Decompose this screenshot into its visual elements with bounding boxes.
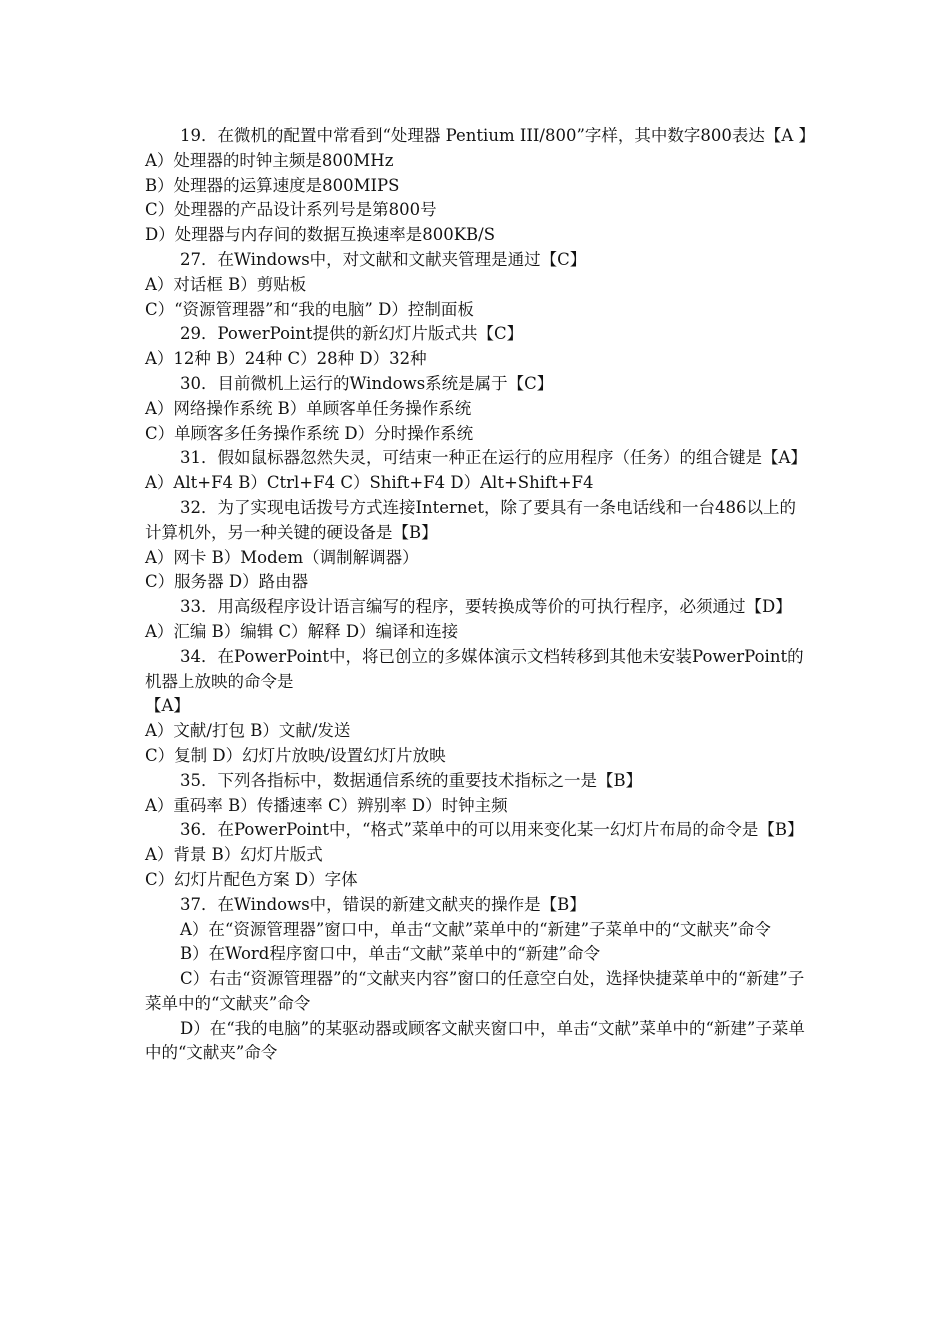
option-line: A）12种 B）24种 C）28种 D）32种 (145, 349, 427, 369)
question-line: C）右击“资源管理器”的“文献夹内容”窗口的任意空白处，选择快捷菜单中的“新建”子菜单中的“文献夹”命令 (145, 969, 805, 1013)
question-line: 31．假如鼠标器忽然失灵，可结束一种正在运行的应用程序（任务）的组合键是【A】 (180, 448, 807, 468)
question-line: 36．在PowerPoint中，“格式”菜单中的可以用来变化某一幻灯片布局的命令是【B】 (180, 820, 804, 840)
question-line: 34．在PowerPoint中，将已创立的多媒体演示文档转移到其他未安装PowerPoint的机器上放映的命令是 (145, 646, 804, 691)
option-line: C）服务器 D）路由器 (145, 572, 309, 592)
option-line: C）复制 D）幻灯片放映/设置幻灯片放映 (145, 745, 446, 765)
option-line: A）背景 B）幻灯片版式 (145, 845, 323, 865)
option-line: A）网卡 B）Modem（调制解调器） (145, 547, 419, 567)
question-line: 29．PowerPoint提供的新幻灯片版式共【C】 (180, 324, 524, 344)
option-line: A）汇编 B）编辑 C）解释 D）编译和连接 (145, 621, 459, 641)
option-line: C）幻灯片配色方案 D）字体 (145, 869, 358, 889)
question-line: 19．在微机的配置中常看到“处理器 Pentium III/800”字样，其中数字800表达【A 】 (180, 126, 816, 145)
answer-line: 【A】 (145, 696, 190, 716)
option-line: A）文献/打包 B）文献/发送 (145, 721, 351, 741)
option-line: A）处理器的时钟主频是800MHz (145, 150, 394, 170)
question-line: B）在Word程序窗口中，单击“文献”菜单中的“新建”命令 (180, 944, 601, 964)
option-line: D）处理器与内存间的数据互换速率是800KB/S (145, 225, 496, 245)
question-line: 33．用高级程序设计语言编写的程序，要转换成等价的可执行程序，必须通过【D】 (180, 597, 792, 617)
option-line: A）对话框 B）剪贴板 (145, 274, 307, 294)
question-line: 27．在Windows中，对文献和文献夹管理是通过【C】 (180, 249, 587, 269)
option-line: C）单顾客多任务操作系统 D）分时操作系统 (145, 423, 474, 443)
option-line: A）重码率 B）传播速率 C）辨别率 D）时钟主频 (145, 795, 508, 815)
question-line: 35．下列各指标中，数据通信系统的重要技术指标之一是【B】 (180, 770, 643, 790)
option-line: C）“资源管理器”和“我的电脑” D）控制面板 (145, 299, 474, 319)
option-line: C）处理器的产品设计系列号是第800号 (145, 200, 437, 220)
question-line: D）在“我的电脑”的某驱动器或顾客文献夹窗口中，单击“文献”菜单中的“新建”子菜单中的“文献夹”命令 (145, 1018, 805, 1063)
question-line: 32．为了实现电话拨号方式连接Internet，除了要具有一条电话线和一台486以上的计算机外，另一种关键的硬设备是【B】 (145, 497, 796, 542)
question-line: 30．目前微机上运行的Windows系统是属于【C】 (180, 373, 554, 393)
question-line: A）在“资源管理器”窗口中，单击“文献”菜单中的“新建”子菜单中的“文献夹”命令 (180, 919, 771, 939)
option-line: B）处理器的运算速度是800MIPS (145, 175, 400, 195)
question-line: 37．在Windows中，错误的新建文献夹的操作是【B】 (180, 894, 586, 914)
document-body (145, 124, 816, 1066)
option-line: A）Alt+F4 B）Ctrl+F4 C）Shift+F4 D）Alt+Shift+F4 (145, 473, 594, 493)
option-line: A）网络操作系统 B）单顾客单任务操作系统 (145, 398, 472, 418)
